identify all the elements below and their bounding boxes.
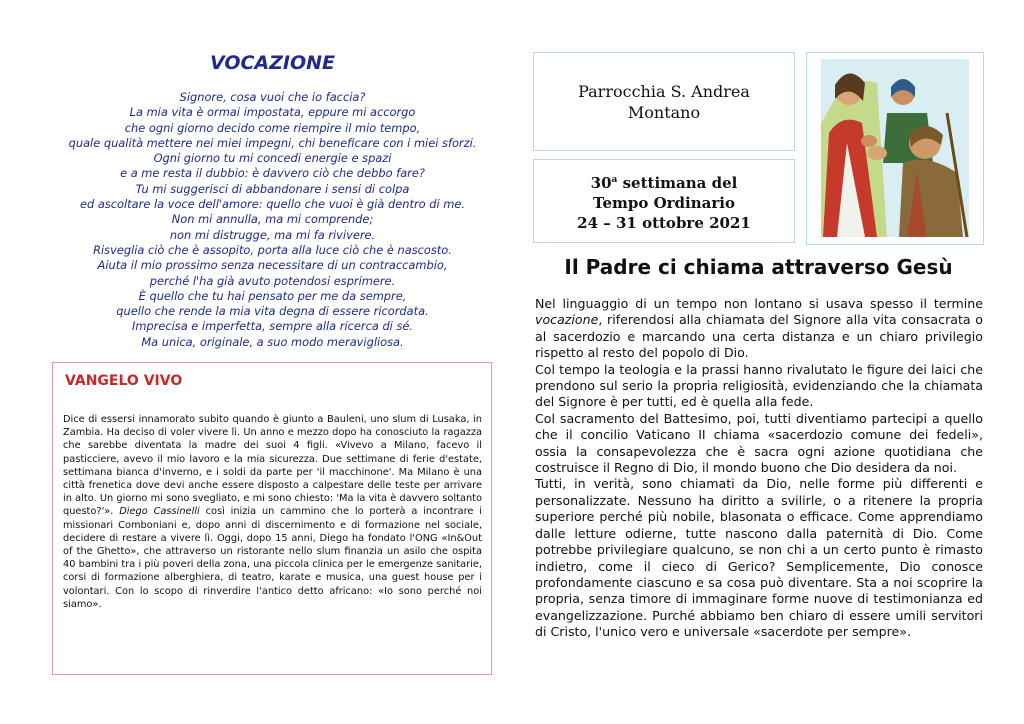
parish-name: Parrocchia S. Andrea (578, 81, 750, 101)
poem-line: che ogni giorno decido come riempire il mio tempo, (124, 120, 421, 135)
gospel-illustration (806, 52, 984, 245)
article-paragraph (535, 296, 983, 362)
illustration-image (807, 53, 983, 244)
vangelo-title: VANGELO VIVO (65, 373, 183, 389)
parish-place: Montano (627, 102, 701, 122)
vangelo-vivo-box (52, 362, 492, 675)
poem-line: Risveglia ciò che è assopito, porta alla luce ciò che è nascosto. (93, 242, 452, 257)
article-emphasis: vocazione (535, 312, 599, 328)
week-dates: 24 – 31 ottobre 2021 (577, 213, 751, 232)
vangelo-text-part: Dice di essersi innamorato subito quando è giunto a Bauleni, uno slum di Lusaka, in Zambia. Ha deciso di voler vivere lì. Un anno e mezzo dopo ha conosciuto la ragazza che sarebbe diventata la madre dei suoi 4 figli. «Vivevo a Milano, facevo il pasticciere, avevo il mio lavoro e la mia sicurezza. Due settimane di ferie d'estate, settimana bianca d'inverno, e i soldi da parte per 'il macchinone'. Ma Milano è una città frenetica dove devi anche essere disposto a calpestare delle teste per arrivare in alto. Un giorno mi sono svegliato, e mi sono chiesto: 'Ma la vita è davvero soltanto questo?'». (63, 414, 482, 518)
week-num: 30 (590, 173, 612, 192)
poem-line: Ma unica, originale, a suo modo meravigliosa. (141, 334, 404, 349)
article-paragraph: Col sacramento del Battesimo, poi, tutti diventiamo partecipi a quello che il concilio Vaticano II chiama «sacerdozio comune dei fedeli», ossia la consapevolezza che è sacra ogni azione quotidiana che costruisce il Regno di Dio, il mondo buono che Dio desidera da noi. (535, 410, 983, 476)
poem-line: Tu mi suggerisci di abbandonare i sensi di colpa (135, 181, 410, 196)
poem-title: VOCAZIONE (209, 52, 336, 74)
article-body (535, 296, 983, 641)
week-box (533, 159, 795, 243)
poem-line: Imprecisa e imperfetta, sempre alla ricerca di sé. (131, 319, 414, 334)
poem-text (35, 90, 510, 350)
poem-line: Signore, cosa vuoi che io faccia? (179, 90, 366, 104)
article-paragraph: Col tempo la teologia e la prassi hanno rivalutato le figure dei laici che prendono sul serio la propria religiosità, evidenziando che la chiamata del Signore è per tutti, ed è quella alla fede. (535, 361, 983, 410)
poem-line: perché l'ha già avuto potendosi esprimere. (149, 273, 396, 288)
vangelo-text-part: così inizia un cammino che lo porterà a incontrare i missionari Comboniani e, dopo anni di discernimento e di formazione nel sociale, decidere di restare a vivere lì. Oggi, dopo 15 anni, Diego ha fondato l'ONG «In&Out of the Ghetto», che attraverso un ristorante nello slum finanzia un asilo che ospita 40 bambini tra i più poveri della zona, una piccola clinica per le emergenze sanitarie, corsi di formazione alberghiera, di teatro, karate e musica, una guest house per i volontari. Con lo scopo di rinverdire l'antico detto africano: «Io sono perché noi siamo». (63, 506, 482, 610)
poem-line: quale qualità mettere nei miei impegni, chi beneficare con i miei sforzi. (68, 135, 477, 150)
poem-line: e a me resta il dubbio: è davvero ciò che debbo fare? (120, 166, 425, 181)
parish-box (533, 52, 795, 151)
article-text: Nel linguaggio di un tempo non lontano si usava spesso il termine (535, 296, 983, 311)
week-label: settimana del (617, 173, 738, 192)
week-season: Tempo Ordinario (593, 193, 735, 212)
poem-line: La mia vita è ormai impostata, eppure mi accorgo (129, 105, 416, 120)
article-text: , riferendosi alla chiamata del Signore alla vita consacrata o al sacerdozio e marcando una certa distanza e un chiaro privilegio rispetto al resto del popolo di Dio. (535, 312, 983, 361)
poem-line: Aiuta il mio prossimo senza necessitare di un contraccambio, (97, 258, 448, 273)
poem-line: Non mi annulla, ma mi comprende; (171, 212, 374, 227)
week-ordinal: a (611, 174, 618, 185)
poem-line: Ogni giorno tu mi concedi energie e spazi (153, 151, 392, 166)
week-number (591, 170, 738, 193)
poem-line: È quello che tu hai pensato per me da sempre, (138, 288, 407, 303)
poem-line: ed ascoltare la voce dell'amore: quello che vuoi è già dentro di me. (80, 197, 465, 212)
article-title: Il Padre ci chiama attraverso Gesù (564, 255, 953, 279)
article-paragraph: Tutti, in verità, sono chiamati da Dio, nelle forme più differenti e personalizzate. Nessuno ha diritto a svilirle, o a ritenere la propria superiore perché più nobile, blasonata o efficace. Come apprendiamo dalle letture odierne, tutte nascono dalla paternità di Dio. Come potrebbe privilegiare qualcuno, se non chi a un certo punto è rimasto indietro, come il cieco di Gerico? Semplicemente, Dio conosce profondamente ciascuno e sa cosa può diventare. Sta a noi scoprire la propria, senza timore di immaginare forme nuove di testimonianza ed evangelizzazione. Purché abbiamo ben chiaro di essere umili servitori di Cristo, l'unico vero e universale «sacerdote per sempre». (535, 476, 983, 640)
vangelo-person-name: Diego Cassinelli (119, 506, 200, 518)
vangelo-text (63, 413, 482, 611)
poem-line: quello che rende la mia vita degna di essere ricordata. (116, 304, 429, 319)
poem-line: non mi distrugge, ma mi fa rivivere. (169, 227, 376, 242)
